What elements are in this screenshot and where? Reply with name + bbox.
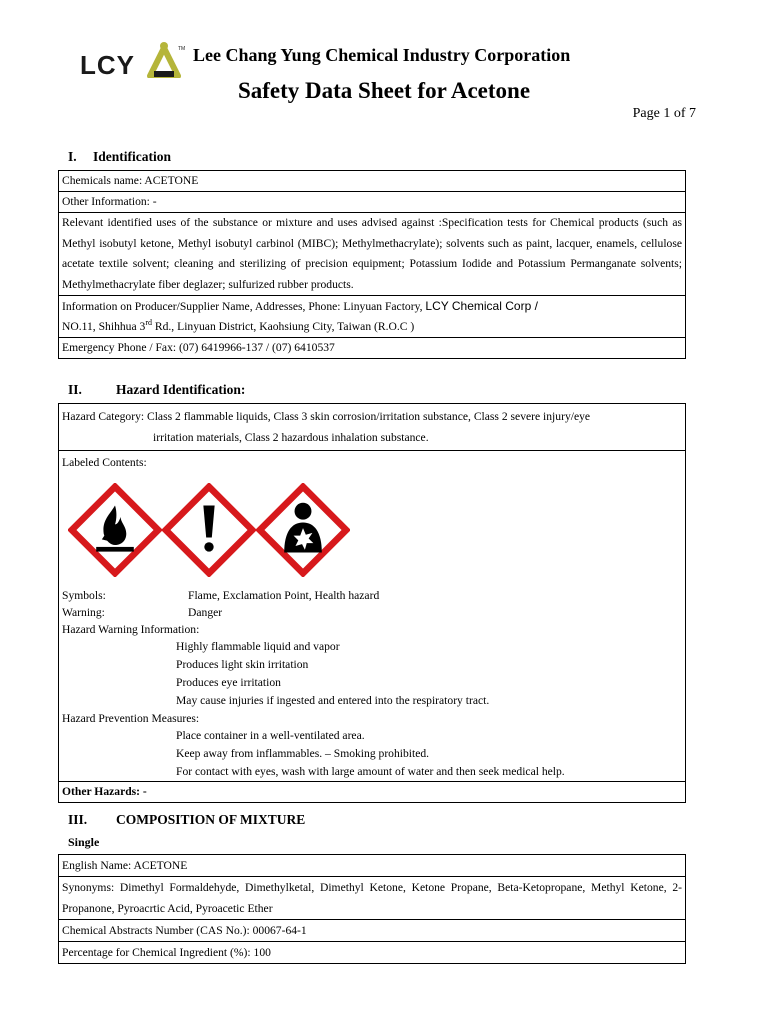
english-name-cell: English Name: ACETONE	[59, 855, 686, 877]
hazard-prevention-item: For contact with eyes, wash with large amount of water and then seek medical help.	[176, 765, 565, 778]
identification-table	[58, 170, 686, 359]
ghs-pictograms	[68, 483, 682, 583]
chemical-name-cell: Chemicals name: ACETONE	[59, 171, 686, 192]
section-composition-heading	[68, 812, 305, 828]
hazard-warning-item: Produces light skin irritation	[176, 658, 309, 671]
section-number: I.	[68, 149, 77, 164]
company-name: Lee Chang Yung Chemical Industry Corporation	[193, 45, 571, 65]
address-part: NO.11, Shihhua 3	[62, 320, 146, 333]
composition-subtitle: Single	[68, 835, 100, 849]
page-number: Page 1 of 7	[632, 106, 696, 121]
hazard-prevention-item: Keep away from inflammables. – Smoking prohibited.	[176, 747, 430, 760]
hazard-warning-item: Highly flammable liquid and vapor	[176, 640, 340, 653]
document-title: Safety Data Sheet for Acetone	[237, 78, 531, 103]
hazard-prevention-label: Hazard Prevention Measures:	[62, 712, 200, 725]
hazard-category-line2: irritation materials, Class 2 hazardous inhalation substance.	[153, 431, 429, 444]
synonyms-cell: Synonyms: Dimethyl Formaldehyde, Dimethylketal, Dimethyl Ketone, Ketone Propane, Beta-Ketopropane, Methyl Ketone, 2-Propanone, Pyroacrtic Acid, Pyroacetic Ether	[59, 877, 686, 920]
warning-value: Danger	[188, 606, 223, 619]
address-ordinal: rd	[145, 318, 152, 328]
hazard-category-cell	[59, 404, 686, 451]
section-title: Hazard Identification:	[116, 382, 246, 397]
symbols-row	[62, 587, 682, 604]
logo-tm: TM	[178, 46, 186, 52]
hazard-category-line1: Hazard Category: Class 2 flammable liquids, Class 3 skin corrosion/irritation substance, Class 2 severe injury/eye	[62, 410, 591, 423]
percentage-cell: Percentage for Chemical Ingredient (%): 100	[59, 942, 686, 964]
hazard-warning-info-label: Hazard Warning Information:	[62, 623, 200, 636]
section-number: II.	[68, 382, 82, 397]
labeled-contents-cell	[59, 451, 686, 782]
producer-label: Information on Producer/Supplier Name, Addresses, Phone: Linyuan Factory,	[62, 300, 426, 313]
producer-cell	[59, 296, 686, 338]
composition-table	[58, 854, 686, 964]
hazard-prevention-item: Place container in a well-ventilated area.	[176, 729, 365, 742]
hazard-table	[58, 403, 686, 803]
section-identification-heading	[68, 149, 171, 165]
hazard-warning-item: May cause injuries if ingested and entered into the respiratory tract.	[176, 694, 490, 707]
producer-name: LCY Chemical Corp /	[425, 299, 538, 313]
section-number: III.	[68, 812, 88, 827]
address-rest: Rd., Linyuan District, Kaohsiung City, Taiwan (R.O.C )	[151, 320, 415, 333]
other-hazards-cell: Other Hazards: -	[59, 782, 686, 803]
hazard-warning-item: Produces eye irritation	[176, 676, 281, 689]
labeled-contents-label: Labeled Contents:	[62, 456, 147, 469]
flame-icon	[68, 483, 162, 577]
health-hazard-icon	[256, 483, 350, 577]
logo-triangle-mark	[150, 42, 178, 77]
symbols-value: Flame, Exclamation Point, Health hazard	[188, 589, 380, 602]
cas-number-cell: Chemical Abstracts Number (CAS No.): 00067-64-1	[59, 920, 686, 942]
exclamation-icon	[162, 483, 256, 577]
warning-label: Warning:	[62, 606, 105, 619]
symbols-label: Symbols:	[62, 589, 106, 602]
emergency-phone-cell: Emergency Phone / Fax: (07) 6419966-137 / (07) 6410537	[59, 338, 686, 359]
section-title: Identification	[93, 149, 172, 164]
section-title: COMPOSITION OF MIXTURE	[116, 812, 306, 827]
other-information-cell: Other Information: -	[59, 192, 686, 213]
relevant-uses-cell: Relevant identified uses of the substance or mixture and uses advised against :Specification tests for Chemical products (such as Methyl isobutyl ketone, Methyl isobutyl carbinol (MIBC); Methylmethacrylate); solvents such as paint, lacquer, enamels, cellulose acetate textile solvent; cleaning and sterilizing of precision equipment; Potassium Iodide and Potassium Permanganate solvents; Methylmethacrylate fiber deglazer; sulfurized rubber products.	[59, 213, 686, 296]
logo-text: LCY	[80, 50, 135, 78]
lcy-logo	[80, 40, 188, 78]
section-hazard-heading	[68, 382, 245, 398]
warning-row	[62, 604, 682, 621]
